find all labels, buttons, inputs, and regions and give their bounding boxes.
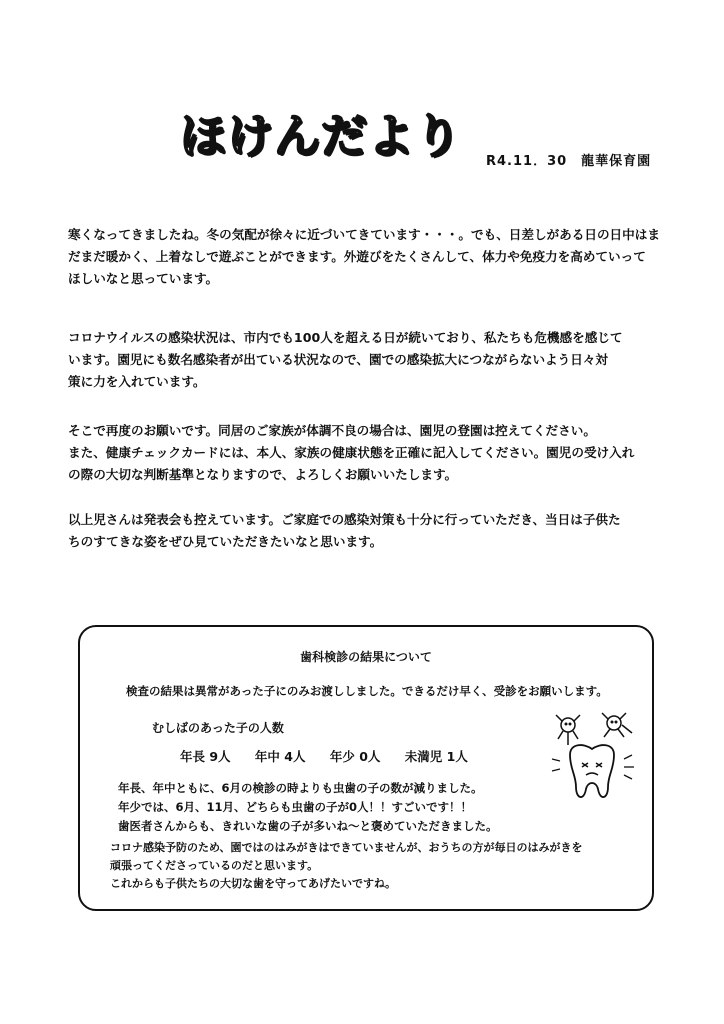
cavity-counts bbox=[180, 747, 488, 765]
paragraph-line: 以上児さんは発表会も控えています。ご家庭での感染対策も十分に行っていただき、当日は子供た bbox=[68, 512, 621, 527]
closing-line: コロナ感染予防のため、園ではのはみがきはできていませんが、おうちの方が毎日のはみがきを bbox=[110, 841, 583, 854]
paragraph-line: ほしいなと思っています。 bbox=[68, 271, 219, 286]
paragraph-line: 寒くなってきましたね。冬の気配が徐々に近づいてきています・・・。でも、日差しがある日の日中はま bbox=[68, 227, 660, 242]
dental-box-title: 歯科検診の結果について bbox=[300, 650, 432, 664]
count-mimanji: 未満児 1人 bbox=[404, 749, 468, 764]
cavity-count-heading: むしばのあった子の人数 bbox=[152, 721, 284, 735]
paragraph-corona bbox=[68, 327, 668, 393]
note-line: 歯医者さんからも、きれいな歯の子が多いね～と褒めていただきました。 bbox=[118, 819, 498, 833]
tooth-with-germs-icon bbox=[548, 711, 638, 811]
paragraph-line: います。園児にも数名感染者が出ている状況なので、園での感染拡大につながらないよう日々対 bbox=[68, 352, 609, 367]
paragraph-request bbox=[68, 420, 668, 486]
dental-checkup-box bbox=[78, 625, 654, 911]
date-and-school: R4.11．30 龍華保育園 bbox=[486, 154, 652, 169]
count-nensho: 年少 0人 bbox=[329, 749, 381, 764]
newsletter-title: ほけんだより bbox=[180, 109, 462, 163]
dental-closing bbox=[110, 839, 583, 893]
paragraph-line: ちのすてきな姿をぜひ見ていただきたいなと思います。 bbox=[68, 534, 383, 549]
paragraph-recital bbox=[68, 509, 668, 553]
paragraph-line: また、健康チェックカードには、本人、家族の健康状態を正確に記入してください。園児の受け入れ bbox=[68, 445, 635, 460]
paragraph-line: そこで再度のお願いです。同居のご家族が体調不良の場合は、園児の登園は控えてください。 bbox=[68, 423, 596, 438]
note-line: 年長、年中ともに、6月の検診の時よりも虫歯の子の数が減りました。 bbox=[118, 781, 483, 795]
paragraph-line: 策に力を入れています。 bbox=[68, 374, 206, 389]
count-nenchu: 年中 4人 bbox=[254, 749, 306, 764]
paragraph-weather bbox=[68, 224, 668, 290]
closing-line: 頑張ってくださっているのだと思います。 bbox=[110, 859, 319, 872]
paragraph-line: コロナウイルスの感染状況は、市内でも100人を超える日が続いており、私たちも危機感を感じて bbox=[68, 330, 623, 345]
paragraph-line: の際の大切な判断基準となりますので、よろしくお願いいたします。 bbox=[68, 467, 458, 482]
closing-line: これからも子供たちの大切な歯を守ってあげたいですね。 bbox=[110, 877, 396, 890]
count-nencho: 年長 9人 bbox=[180, 749, 231, 764]
dental-notes bbox=[118, 779, 498, 836]
dental-intro: 検査の結果は異常があった子にのみお渡ししました。できるだけ早く、受診をお願いします。 bbox=[126, 684, 608, 698]
paragraph-line: だまだ暖かく、上着なしで遊ぶことができます。外遊びをたくさんして、体力や免疫力を高めていって bbox=[68, 249, 646, 264]
note-line: 年少では、6月、11月、どちらも虫歯の子が0人！！すごいです！！ bbox=[118, 800, 473, 814]
